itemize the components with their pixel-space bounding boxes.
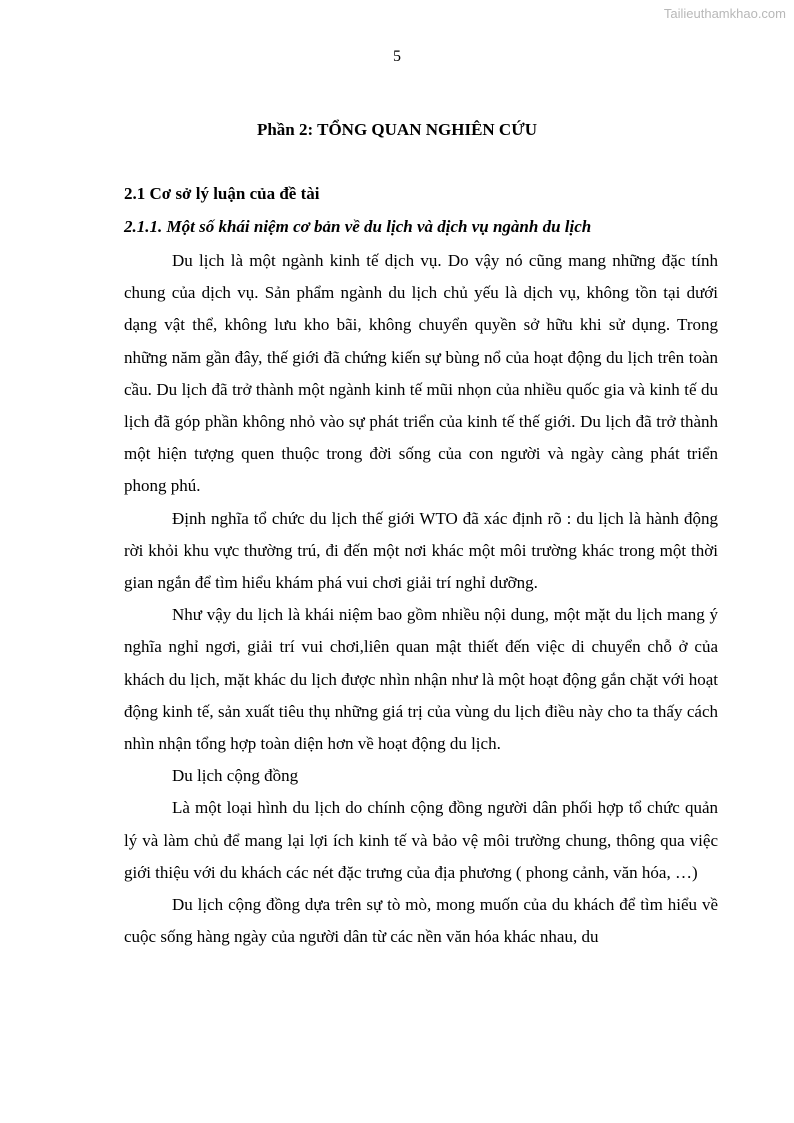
paragraph: Định nghĩa tổ chức du lịch thế giới WTO đã xác định rõ : du lịch là hành động rời khỏi khu vực thường trú, đi đến một nơi khác một môi trường khác trong một thời gian ngắn để tìm hiểu khám phá vui chơi giải trí nghỉ dưỡng. [124,508,718,593]
body-text [124,245,718,953]
paragraph: Du lịch cộng đồng dựa trên sự tò mò, mong muốn của du khách để tìm hiểu về cuộc sống hàng ngày của người dân từ các nền văn hóa khác nhau, du [124,895,718,947]
subsection-heading: 2.1.1. Một số khái niệm cơ bản về du lịch và dịch vụ ngành du lịch [124,217,592,236]
section-heading: 2.1 Cơ sở lý luận của đề tài [124,184,320,203]
watermark: Tailieuthamkhao.com [663,6,786,21]
paragraph: Là một loại hình du lịch do chính cộng đồng người dân phối hợp tổ chức quản lý và làm chủ để mang lại lợi ích kinh tế và bảo vệ môi trường chung, thông qua việc giới thiệu với du khách các nét đặc trưng của địa phương ( phong cảnh, văn hóa, …) [124,798,718,882]
page-number: 5 [393,48,401,65]
part-title: Phần 2: TỔNG QUAN NGHIÊN CỨU [256,120,538,139]
paragraph: Như vậy du lịch là khái niệm bao gồm nhiều nội dung, một mặt du lịch mang ý nghĩa nghỉ ngơi, giải trí vui chơi,liên quan mật thiết đến việc di chuyển chỗ ở của khách du lịch, mặt khác du lịch được nhìn nhận như là một hoạt động gắn chặt với hoạt động kinh tế, sản xuất tiêu thụ những giá trị của vùng du lịch điều này cho ta thấy cách nhìn nhận tổng hợp toàn diện hơn về hoạt động du lịch. [124,605,718,754]
paragraph-heading: Du lịch cộng đồng [172,766,299,786]
paragraph: Du lịch là một ngành kinh tế dịch vụ. Do vậy nó cũng mang những đặc tính chung của dịch vụ. Sản phẩm ngành du lịch chủ yếu là dịch vụ, không tồn tại dưới dạng vật thể, không lưu kho bãi, không chuyển quyền sở hữu khi sử dụng. Trong những năm gần đây, thế giới đã chứng kiến sự bùng nổ của hoạt động du lịch trên toàn cầu. Du lịch đã trở thành một ngành kinh tế mũi nhọn của nhiều quốc gia và kinh tế du lịch đã góp phần không nhỏ vào sự phát triển của kinh tế thế giới. Du lịch đã trở thành một hiện tượng quen thuộc trong đời sống của con người và ngày càng phát triển phong phú. [124,251,718,496]
